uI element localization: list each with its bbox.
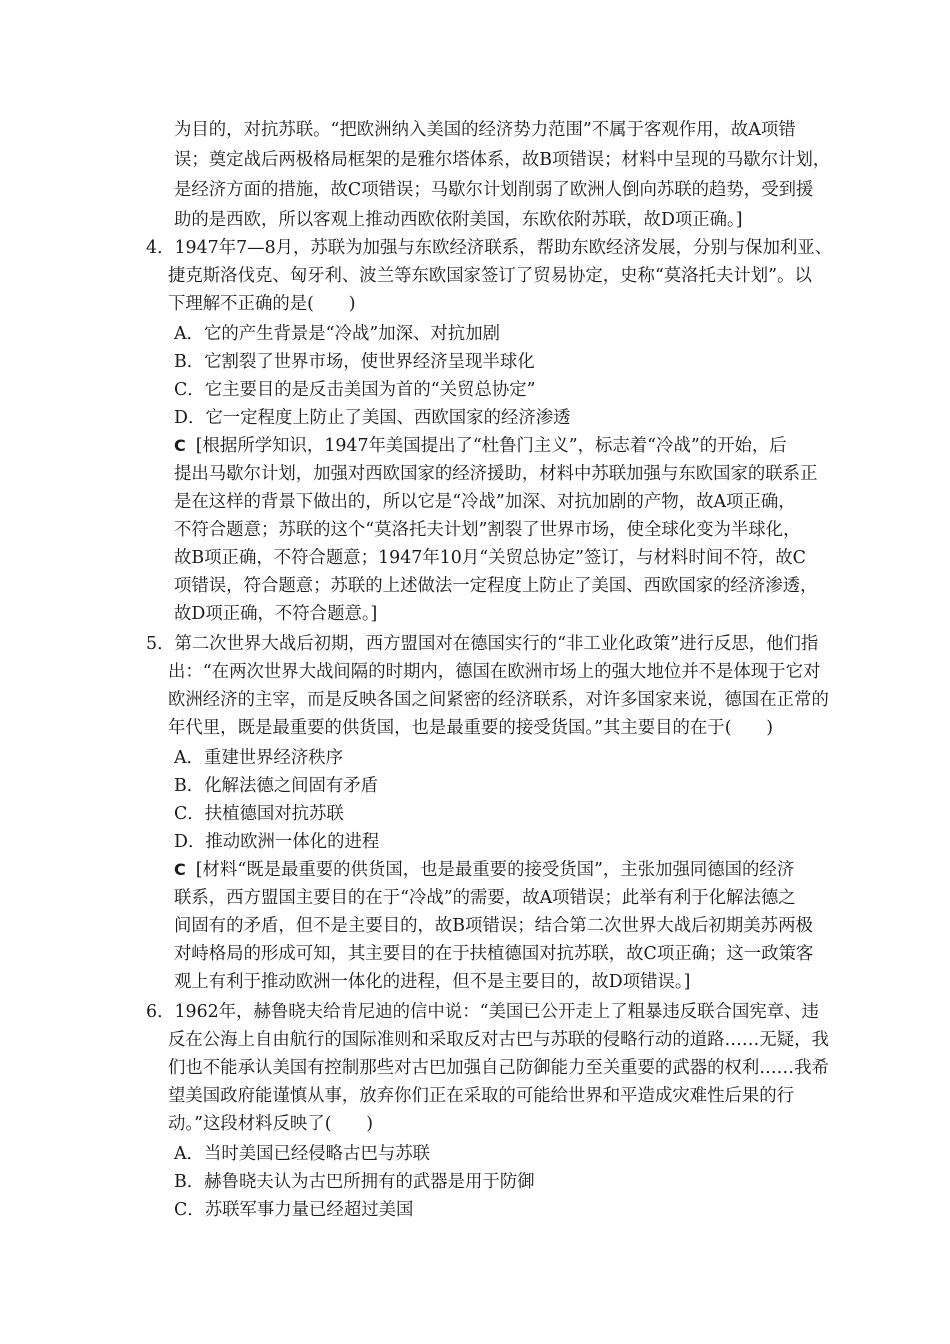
answer-explanation-line: 是在这样的背景下做出的，所以它是“冷战”加深、对抗加剧的产物，故A项正确，	[174, 492, 796, 512]
answer-explanation-line: 联系，西方盟国主要目的在于“冷战”的需要，故A项错误；此举有利于化解法德之	[174, 888, 796, 908]
question-5-stem-line: 5．第二次世界大战后初期，西方盟国对在德国实行的“非工业化政策”进行反思，他们指	[146, 634, 819, 654]
question-6-stem-line: 反在公海上自由航行的国际准则和采取反对古巴与苏联的侵略行动的道路……无疑，我	[168, 1030, 829, 1050]
option-d: D．它一定程度上防止了美国、西欧国家的经济渗透	[174, 408, 571, 428]
question-number: 5．	[146, 634, 175, 654]
question-number: 4．	[146, 238, 175, 258]
option-c: C．扶植德国对抗苏联	[174, 804, 344, 824]
option-c: C．它主要目的是反击美国为首的“关贸总协定”	[174, 380, 536, 400]
answer-explanation-line: 故D项正确，不符合题意。]	[174, 604, 378, 624]
question-5-stem-line: 年代里，既是最重要的供货国，也是最重要的接受货国。”其主要目的在于( )	[168, 718, 774, 738]
answer-explanation-line: C [材料“既是最重要的供货国，也是最重要的接受货国”，主张加强同德国的经济	[174, 860, 795, 880]
explanation-line: 是经济方面的措施，故C项错误；马歇尔计划削弱了欧洲人倒向苏联的趋势，受到援	[174, 180, 814, 200]
answer-explanation-line: 不符合题意；苏联的这个“莫洛托夫计划”割裂了世界市场，使全球化变为半球化，	[174, 520, 801, 540]
question-6-stem-line: 6．1962年，赫鲁晓夫给肯尼迪的信中说：“美国已公开走上了粗暴违反联合国宪章、违	[146, 1002, 819, 1022]
question-4-stem-line: 4．1947年7—8月，苏联为加强与东欧经济联系，帮助东欧经济发展，分别与保加利亚、	[146, 238, 833, 258]
option-b: B．它割裂了世界市场，使世界经济呈现半球化	[174, 352, 535, 372]
option-c: C．苏联军事力量已经超过美国	[174, 1200, 414, 1220]
option-d: D．推动欧洲一体化的进程	[174, 832, 380, 852]
question-number: 6．	[146, 1002, 175, 1022]
answer-explanation-line: 观上有利于推动欧洲一体化的进程，但不是主要目的，故D项错误。]	[174, 972, 691, 992]
question-5-stem-line: 欧洲经济的主宰，而是反映各国之间紧密的经济联系，对许多国家来说，德国在正常的	[168, 690, 829, 710]
option-a: A．当时美国已经侵略古巴与苏联	[174, 1144, 431, 1164]
answer-explanation-line: C [根据所学知识，1947年美国提出了“杜鲁门主义”，标志着“冷战”的开始，后	[174, 436, 787, 456]
option-b: B．化解法德之间固有矛盾	[174, 776, 379, 796]
question-4-stem-line: 捷克斯洛伐克、匈牙利、波兰等东欧国家签订了贸易协定，史称“莫洛托夫计划”。以	[168, 266, 812, 286]
explanation-line: 助的是西欧，所以客观上推动西欧依附美国，东欧依附苏联，故D项正确。]	[174, 210, 743, 230]
question-6-stem-line: 望美国政府能谨慎从事，放弃你们正在采取的可能给世界和平造成灾难性后果的行	[168, 1086, 795, 1106]
answer-explanation-line: 间固有的矛盾，但不是主要目的，故B项错误；结合第二次世界大战后初期美苏两极	[174, 916, 813, 936]
question-6-stem-line: 们也不能承认美国有控制那些对古巴加强自己防御能力至关重要的武器的权利……我希	[168, 1058, 829, 1078]
option-b: B．赫鲁晓夫认为古巴所拥有的武器是用于防御	[174, 1172, 535, 1192]
explanation-line: 为目的，对抗苏联。“把欧洲纳入美国的经济势力范围”不属于客观作用，故A项错	[174, 120, 796, 140]
question-4-stem-line: 下理解不正确的是( )	[168, 294, 356, 314]
answer-letter: C	[174, 436, 186, 455]
answer-explanation-line: 对峙格局的形成可知，其主要目的在于扶植德国对抗苏联，故C项正确；这一政策客	[174, 944, 814, 964]
explanation-line: 误；奠定战后两极格局框架的是雅尔塔体系，故B项错误；材料中呈现的马歇尔计划，	[174, 150, 831, 170]
answer-letter: C	[174, 860, 186, 879]
question-5-stem-line: 出：“在两次世界大战间隔的时期内，德国在欧洲市场上的强大地位并不是体现于它对	[168, 662, 821, 682]
option-a: A．重建世界经济秩序	[174, 748, 344, 768]
option-a: A．它的产生背景是“冷战”加深、对抗加剧	[174, 324, 500, 344]
question-6-stem-line: 动。”这段材料反映了( )	[168, 1114, 374, 1134]
answer-explanation-line: 提出马歇尔计划，加强对西欧国家的经济援助，材料中苏联加强与东欧国家的联系正	[174, 464, 818, 484]
answer-explanation-line: 项错误，符合题意；苏联的上述做法一定程度上防止了美国、西欧国家的经济渗透，	[174, 576, 818, 596]
answer-explanation-line: 故B项正确，不符合题意；1947年10月“关贸总协定”签订，与材料时间不符，故C	[174, 548, 806, 568]
